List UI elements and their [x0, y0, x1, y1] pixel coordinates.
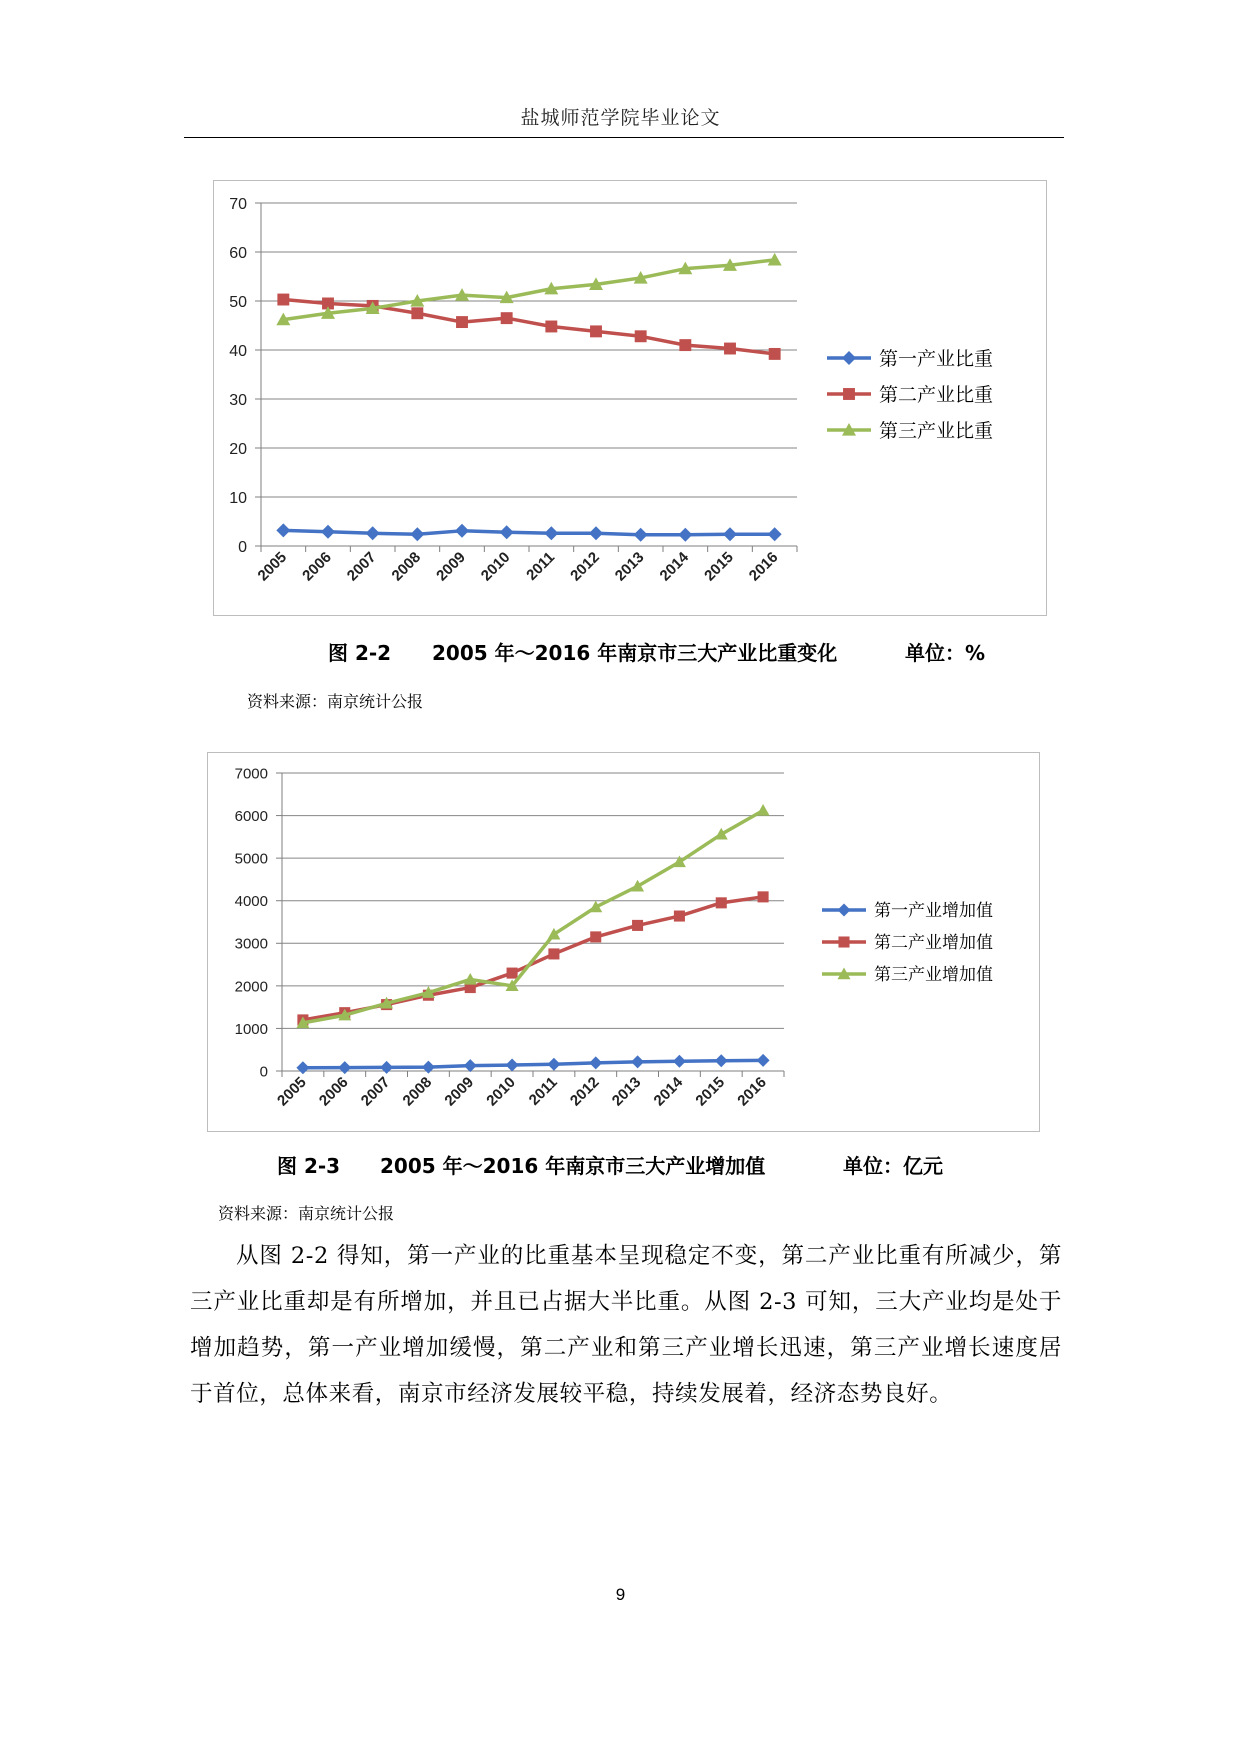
x-tick-label: 2009: [441, 1073, 478, 1110]
chart-industry-share: [213, 180, 1047, 616]
data-point: [276, 523, 290, 537]
x-tick-label: 2015: [692, 1073, 729, 1110]
y-tick-label: 10: [229, 489, 247, 507]
y-tick-label: 30: [229, 391, 247, 409]
data-point: [634, 528, 648, 542]
legend-label: 第二产业比重: [879, 383, 994, 406]
chart-industry-value-added: [207, 752, 1040, 1132]
data-point: [632, 920, 643, 931]
series-line: [283, 300, 774, 354]
x-tick-label: 2008: [388, 548, 425, 585]
data-point: [589, 1056, 602, 1069]
legend-label: 第二产业增加值: [874, 933, 993, 954]
data-point: [277, 294, 289, 306]
y-tick-label: 40: [229, 342, 247, 360]
figure-2-2-title: 2005 年～2016 年南京市三大产业比重变化: [432, 641, 838, 665]
y-tick-label: 70: [229, 195, 247, 213]
data-point: [507, 968, 518, 979]
series-line: [283, 530, 774, 534]
x-tick-label: 2009: [433, 548, 469, 585]
x-tick-label: 2013: [611, 548, 648, 585]
data-point: [769, 348, 781, 360]
series-markers: [296, 804, 769, 1028]
data-point: [548, 948, 559, 959]
data-point: [544, 526, 558, 540]
data-point: [590, 325, 602, 337]
data-point: [321, 525, 335, 539]
y-tick-label: 0: [259, 1063, 268, 1081]
page-number: 9: [615, 1585, 626, 1604]
data-point: [635, 330, 647, 342]
y-tick-label: 3000: [234, 935, 268, 953]
figure-2-3-title: 2005 年～2016 年南京市三大产业增加值: [380, 1154, 766, 1178]
data-point: [296, 1061, 309, 1074]
data-point: [768, 527, 782, 541]
data-point: [843, 388, 855, 400]
x-tick-label: 2011: [525, 1073, 561, 1109]
data-point: [455, 524, 469, 538]
x-tick-label: 2006: [315, 1073, 352, 1110]
data-point: [842, 351, 856, 365]
figure-2-2-source: 资料来源：南京统计公报: [247, 692, 424, 711]
series-line: [303, 810, 763, 1022]
x-tick-label: 2016: [734, 1073, 770, 1110]
x-tick-label: 2012: [567, 548, 603, 585]
x-tick-label: 2016: [745, 548, 782, 585]
data-point: [464, 1059, 477, 1072]
header-rule: [184, 137, 1064, 138]
data-point: [757, 804, 770, 816]
x-tick-label: 2005: [274, 1073, 310, 1110]
y-tick-label: 0: [238, 538, 247, 556]
data-point: [716, 897, 727, 908]
x-tick-label: 2014: [650, 1073, 687, 1110]
figure-2-3-source: 资料来源：南京统计公报: [218, 1204, 395, 1223]
y-tick-label: 1000: [234, 1020, 268, 1038]
data-point: [674, 911, 685, 922]
data-point: [366, 526, 380, 540]
figure-2-2-caption: [0, 637, 1241, 665]
figure-2-3-number: 图 2-3: [277, 1154, 341, 1178]
chart-industry-value-added-svg: [208, 753, 1039, 1131]
x-tick-label: 2015: [701, 548, 737, 585]
figure-2-2-number: 图 2-2: [328, 641, 392, 665]
x-tick-label: 2012: [566, 1073, 603, 1110]
series-line: [283, 260, 774, 320]
data-point: [456, 316, 468, 328]
series-markers: [276, 253, 781, 325]
x-tick-label: 2010: [477, 548, 514, 585]
y-tick-label: 4000: [234, 893, 268, 911]
x-tick-label: 2007: [343, 548, 380, 585]
x-tick-label: 2008: [399, 1073, 436, 1110]
series-line: [303, 1060, 763, 1067]
data-point: [411, 307, 423, 319]
data-point: [631, 1055, 644, 1068]
figure-2-2-unit: 单位：%: [905, 641, 986, 665]
data-point: [501, 312, 513, 324]
data-point: [547, 1058, 560, 1071]
y-tick-label: 50: [229, 293, 247, 311]
x-tick-label: 2006: [299, 548, 335, 585]
x-tick-label: 2013: [608, 1073, 645, 1110]
legend-label: 第三产业比重: [879, 419, 994, 442]
data-point: [838, 936, 849, 947]
data-point: [506, 1059, 519, 1072]
data-point: [422, 1061, 435, 1074]
x-tick-label: 2005: [254, 548, 291, 585]
data-point: [679, 339, 691, 351]
legend-label: 第一产业增加值: [874, 901, 993, 922]
page-header: 盐城师范学院毕业论文: [520, 107, 721, 129]
y-tick-label: 2000: [234, 978, 268, 996]
y-tick-label: 20: [229, 440, 247, 458]
x-tick-label: 2011: [523, 548, 559, 584]
data-point: [678, 528, 692, 542]
body-paragraph: 从图 2-2 得知，第一产业的比重基本呈现稳定不变，第二产业比重有所减少，第三产业比重却是有所增加，并且已占据大半比重。从图 2-3 可知，三大产业均是处于增加趋势，第一产业增加缓慢，第二产业和第三产业增长迅速，第三产业增长速度居于首位，总体来看，南京市经济发展较平稳，持续发展着，经济态势良好。: [190, 1243, 1062, 1407]
data-point: [380, 1061, 393, 1074]
legend-label: 第一产业比重: [879, 347, 994, 370]
data-point: [724, 343, 736, 355]
legend-label: 第三产业增加值: [874, 965, 993, 986]
y-tick-label: 60: [229, 244, 247, 262]
data-point: [673, 1055, 686, 1068]
figure-2-3-caption: [0, 1150, 1241, 1178]
y-tick-label: 5000: [234, 850, 268, 868]
x-tick-label: 2014: [656, 548, 693, 585]
data-point: [757, 1054, 770, 1067]
data-point: [410, 527, 424, 541]
y-tick-label: 6000: [234, 807, 268, 825]
figure-2-3-unit: 单位：亿元: [843, 1154, 943, 1178]
x-tick-label: 2007: [357, 1073, 394, 1110]
data-point: [758, 891, 769, 902]
data-point: [723, 527, 737, 541]
data-point: [715, 1054, 728, 1067]
x-tick-label: 2010: [483, 1073, 519, 1110]
data-point: [838, 904, 851, 917]
chart-industry-share-svg: [214, 181, 1046, 615]
data-point: [545, 321, 557, 333]
data-point: [589, 526, 603, 540]
data-point: [338, 1061, 351, 1074]
data-point: [500, 525, 514, 539]
data-point: [590, 931, 601, 942]
y-tick-label: 7000: [234, 765, 268, 783]
